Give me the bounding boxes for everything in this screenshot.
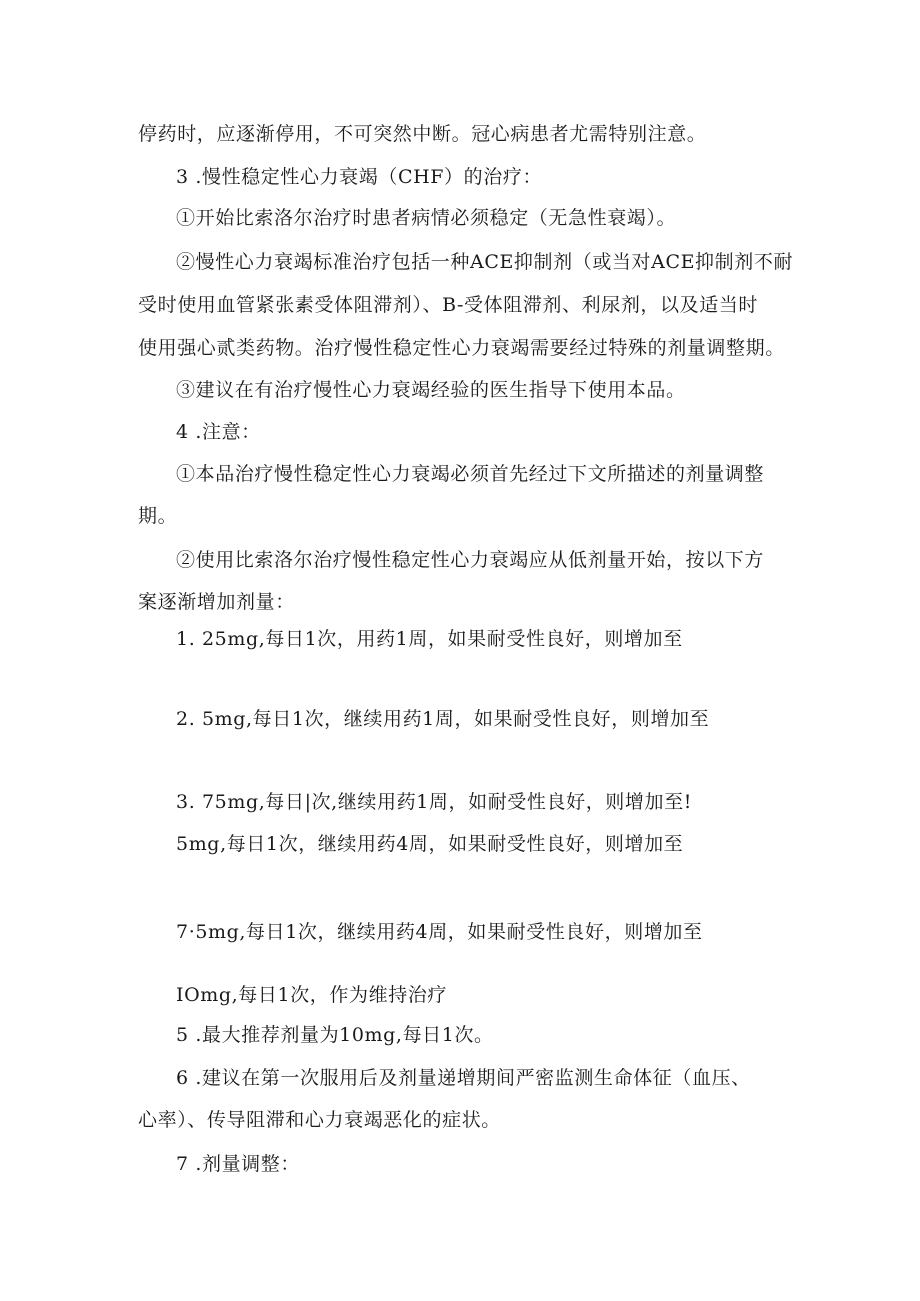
- paragraph-line: ②使用比索洛尔治疗慢性稳定性心力衰竭应从低剂量开始，按以下方: [176, 549, 765, 571]
- dose-step-line: 1. 25mg,每日1次，用药1周，如果耐受性良好，则增加至: [176, 628, 683, 650]
- paragraph-line: 使用强心贰类药物。治疗慢性稳定性心力衰竭需要经过特殊的剂量调整期。: [138, 337, 785, 359]
- paragraph-line: ①本品治疗慢性稳定性心力衰竭必须首先经过下文所描述的剂量调整: [176, 463, 765, 485]
- paragraph-line: 受时使用血管紧张素受体阻滞剂）、B-受体阻滞剂、利尿剂，以及适当时: [138, 294, 759, 316]
- section-heading-5: 5 .最大推荐剂量为10mg,每日1次。: [176, 1024, 494, 1046]
- section-heading-7: 7 .剂量调整：: [176, 1153, 300, 1175]
- paragraph-line: 停药时，应逐渐停用，不可突然中断。冠心病患者尤需特别注意。: [138, 123, 707, 145]
- paragraph-line: 期。: [138, 505, 178, 527]
- dose-step-line: 2. 5mg,每日1次，继续用药1周，如果耐受性良好，则增加至: [176, 708, 710, 730]
- dose-step-line: IOmg,每日1次，作为维持治疗: [176, 984, 447, 1006]
- paragraph-line: ①开始比索洛尔治疗时患者病情必须稳定（无急性衰竭）。: [176, 207, 677, 229]
- section-heading-4: 4 .注意：: [176, 421, 261, 443]
- section-heading-3: 3 .慢性稳定性心力衰竭（CHF）的治疗：: [176, 166, 543, 188]
- section-heading-6: 6 .建议在第一次服用后及剂量递增期间严密监测生命体征（血压、: [176, 1067, 751, 1089]
- paragraph-line: ②慢性心力衰竭标准治疗包括一种ACE抑制剂（或当对ACE抑制剂不耐: [176, 251, 794, 273]
- dose-step-line: 5mg,每日1次，继续用药4周，如果耐受性良好，则增加至: [176, 833, 684, 855]
- paragraph-line: 心率）、传导阻滞和心力衰竭恶化的症状。: [138, 1109, 501, 1131]
- paragraph-line: ③建议在有治疗慢性心力衰竭经验的医生指导下使用本品。: [176, 379, 686, 401]
- paragraph-line: 案逐渐增加剂量：: [138, 591, 295, 613]
- dose-step-line: 7·5mg,每日1次，继续用药4周，如果耐受性良好，则增加至: [176, 921, 703, 943]
- dose-step-line: 3. 75mg,每日|次,继续用药1周，如耐受性良好，则增加至!: [176, 791, 692, 813]
